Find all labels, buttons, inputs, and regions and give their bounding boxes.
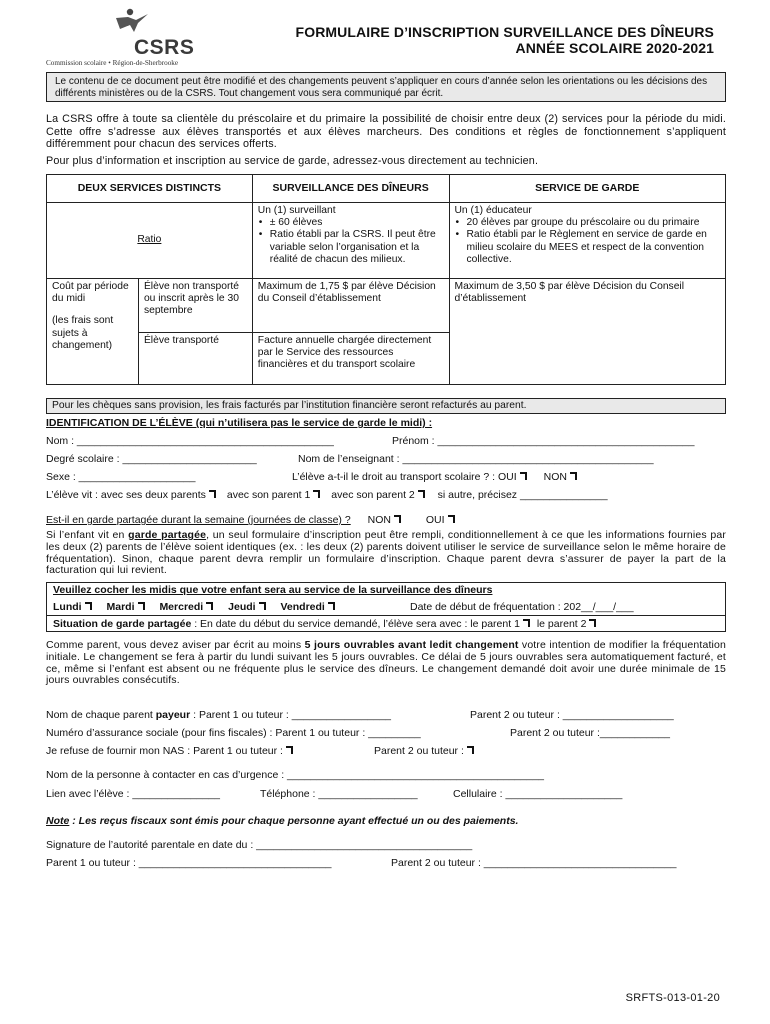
title-line-1: FORMULAIRE D’INSCRIPTION SURVEILLANCE DES DÎNEURS [295, 24, 714, 40]
lien-field[interactable]: Lien avec l’élève : _______________ [46, 788, 220, 800]
vit-label: L’élève vit : avec ses deux parents [46, 489, 206, 501]
situation-parent2: le parent 2 [536, 618, 587, 630]
day-vendredi: Vendredi [280, 601, 325, 613]
checkbox-parent2-icon[interactable] [418, 490, 426, 499]
form-title [296, 24, 714, 56]
refus-parent2-label: Parent 2 ou tuteur : [374, 745, 464, 757]
changement-rest: votre intention de modifier la fréquentation initiale. Le changement se fera à partir du lundi suivant les 5 jours ouvrables. Ce délai de 5 jours ouvrables sera automatiquement facturé, et ce, même si l’enfant est absent ou ne fréquente plus le service des dîneurs. Le changement demandé doit avoir une durée minimale de 15 jours ouvrables consécutifs. [46, 639, 726, 687]
midis-divider [47, 615, 725, 616]
gp-text-start: Si l’enfant vit en [46, 529, 125, 541]
vit-parent1-label: avec son parent 1 [226, 489, 311, 501]
vit-autre-field[interactable]: si autre, précisez _______________ [437, 489, 608, 501]
refus-row-2 [374, 745, 478, 758]
checkbox-oui-icon[interactable] [520, 472, 528, 481]
transport-non-label: NON [543, 471, 567, 483]
non-transporte-surveillance: Maximum de 1,75 $ par élève Décision du Conseil d’établissement [252, 279, 449, 333]
ratio-cell [47, 203, 253, 279]
checkbox-parent1-icon[interactable] [313, 490, 321, 499]
payeur-parent2-field[interactable]: Parent 2 ou tuteur : ___________________ [470, 709, 674, 721]
refus-parent1-label: Je refuse de fournir mon NAS : Parent 1 ou tuteur : [46, 745, 283, 757]
signature-field[interactable]: Signature de l’autorité parentale en date du : _____________________________________ [46, 839, 473, 851]
checkbox-gp-oui-icon[interactable] [448, 515, 456, 524]
urgence-nom-field[interactable]: Nom de la personne à contacter en cas d’urgence : ____________________________________________ [46, 769, 545, 781]
list-item: • Ratio établi par la CSRS. Il peut être variable selon l’organisation et la réalité de chacun des milieux. [258, 229, 444, 266]
checkbox-refus-parent1-icon[interactable] [286, 746, 294, 755]
notice-box: Le contenu de ce document peut être modifié et des changements peuvent s’appliquer en cours d’année selon les orientations ou les décisions des différents ministères ou de la CSRS. Tout changement vous sera communiqué par écrit. [46, 72, 726, 102]
cout-label: Coût par période du midi [52, 281, 129, 305]
signature-parent2-field[interactable]: Parent 2 ou tuteur : _________________________________ [391, 857, 677, 869]
changement-text [46, 640, 726, 687]
ratio-garde [449, 203, 726, 279]
logo-figure-icon [112, 8, 152, 34]
midis-heading: Veuillez cocher les midis que votre enfant sera au service de la surveillance des dîneurs [53, 584, 493, 596]
payeur-row [46, 709, 391, 722]
ratio-surveillance-title: Un (1) surveillant [257, 205, 336, 216]
gp-text-rest: , un seul formulaire d’inscription peut être rempli, conditionnellement à ce que les informations fournies par les deux (2) parents de l’élève soient identiques (ex. : les deux (2) parents doivent utiliser le service de surveillance selon le même horaire de fréquentation). Sinon, chaque parent devra remplir un formulaire d’inscription. Chaque parent devra s’assurer de payer la part de la facturation qui lui revient. [46, 529, 726, 577]
enseignant-field[interactable]: Nom de l’enseignant : ___________________________________________ [298, 453, 654, 465]
cellulaire-field[interactable]: Cellulaire : ____________________ [453, 788, 623, 800]
day-lundi: Lundi [53, 601, 82, 613]
checkbox-mardi-icon[interactable] [138, 602, 146, 611]
transporte-label: Élève transporté [138, 333, 252, 385]
ratio-label: Ratio [137, 234, 162, 246]
checkbox-sit-parent1-icon[interactable] [523, 619, 531, 628]
situation-row [53, 618, 600, 631]
garde-partagee-row [46, 514, 459, 527]
prenom-field[interactable]: Prénom : ____________________________________________ [392, 435, 695, 447]
garde-partagee-text [46, 530, 726, 577]
refus-row [46, 745, 297, 758]
nas-parent1-field[interactable]: Numéro d’assurance sociale (pour fins fiscales) : Parent 1 ou tuteur : _________ [46, 727, 421, 739]
list-item: • ± 60 élèves [258, 217, 444, 229]
ratio-surveillance [252, 203, 449, 279]
changement-start: Comme parent, vous devez aviser par écrit au moins [46, 639, 302, 651]
checkbox-vendredi-icon[interactable] [328, 602, 336, 611]
checkbox-refus-parent2-icon[interactable] [467, 746, 475, 755]
transport-label: L’élève a-t-il le droit au transport scolaire ? : OUI [292, 471, 517, 483]
payeur-bold: payeur [155, 709, 191, 721]
gp-oui-label: OUI [425, 514, 445, 526]
days-row [53, 601, 339, 614]
cout-cell [47, 279, 139, 385]
intro-paragraph: La CSRS offre à toute sa clientèle du préscolaire et du primaire la possibilité de choisir entre deux (2) services pour la période du midi. Cette offre s’adresse aux élèves transportés et aux élèves marcheurs. Des conditions et règles de fonctionnement s’appliquent différemment pour chacun des services offerts. [46, 113, 726, 150]
checkbox-gp-non-icon[interactable] [394, 515, 402, 524]
transporte-surveillance: Facture annuelle chargée directement par le Service des ressources financières et du transport scolaire [252, 333, 449, 385]
garde-partagee-question: Est-il en garde partagée durant la semaine (journées de classe) ? [46, 514, 351, 526]
header-surveillance: SURVEILLANCE DES DÎNEURS [252, 175, 449, 203]
day-mardi: Mardi [106, 601, 135, 613]
checkbox-non-icon[interactable] [570, 472, 578, 481]
list-item: • Ratio établi par le Règlement en service de garde en milieu scolaire du MEES et respect de la convention collective. [455, 229, 721, 266]
csrs-logo [46, 8, 196, 66]
services-table [46, 174, 726, 385]
vit-parent2-label: avec son parent 2 [331, 489, 415, 501]
cout-note: (les frais sont sujets à changement) [52, 315, 114, 351]
note-label: Note [46, 815, 70, 827]
header-service-garde: SERVICE DE GARDE [449, 175, 726, 203]
intro-info: Pour plus d’information et inscription au service de garde, adressez-vous directement au technicien. [46, 155, 539, 167]
checkbox-lundi-icon[interactable] [85, 602, 93, 611]
vit-row [46, 489, 608, 502]
nas-parent2-field[interactable]: Parent 2 ou tuteur :____________ [510, 727, 670, 739]
midis-box [46, 582, 726, 632]
checkbox-jeudi-icon[interactable] [259, 602, 267, 611]
ratio-garde-title: Un (1) éducateur [454, 205, 532, 216]
checkbox-deux-parents-icon[interactable] [209, 490, 217, 499]
payeur-parent1-field[interactable]: : Parent 1 ou tuteur : _________________ [193, 709, 392, 721]
list-item: • 20 élèves par groupe du préscolaire ou du primaire [455, 217, 721, 229]
nom-field[interactable]: Nom : ____________________________________________ [46, 435, 334, 447]
checkbox-mercredi-icon[interactable] [206, 602, 214, 611]
non-transporte-garde: Maximum de 3,50 $ par élève Décision du Conseil d’établissement [449, 279, 726, 385]
sexe-field[interactable]: Sexe : ____________________ [46, 471, 196, 483]
date-debut-field[interactable]: Date de début de fréquentation : 202__/___/___ [410, 601, 634, 613]
payeur-label: Nom de chaque parent [46, 709, 153, 721]
changement-bold: 5 jours ouvrables avant ledit changement [304, 639, 519, 651]
note-text: : Les reçus fiscaux sont émis pour chaque personne ayant effectué un ou des paiements. [72, 815, 519, 827]
form-code: SRFTS-013-01-20 [625, 992, 720, 1004]
situation-label: Situation de garde partagée [53, 618, 192, 630]
situation-text: : En date du début du service demandé, l’élève sera avec : le parent 1 [194, 618, 520, 630]
day-mercredi: Mercredi [159, 601, 204, 613]
ident-heading: IDENTIFICATION DE L’ÉLÈVE (qui n’utilisera pas le service de garde le midi) : [46, 417, 433, 429]
degre-field[interactable]: Degré scolaire : _______________________ [46, 453, 257, 465]
note-row [46, 815, 518, 828]
day-jeudi: Jeudi [228, 601, 256, 613]
signature-parent1-field[interactable]: Parent 1 ou tuteur : _________________________________ [46, 857, 332, 869]
logo-subtitle: Commission scolaire • Région-de-Sherbrooke [46, 59, 179, 67]
title-line-2: ANNÉE SCOLAIRE 2020-2021 [515, 40, 714, 56]
telephone-field[interactable]: Téléphone : _________________ [260, 788, 418, 800]
gp-non-label: NON [367, 514, 391, 526]
gp-text-bold: garde partagée [128, 529, 207, 541]
non-transporte-label: Élève non transporté ou inscrit après le 30 septembre [138, 279, 252, 333]
logo-acronym: CSRS [134, 36, 195, 59]
cheques-notice: Pour les chèques sans provision, les frais facturés par l’institution financière seront refacturés au parent. [46, 398, 726, 414]
header-two-services: DEUX SERVICES DISTINCTS [47, 175, 253, 203]
checkbox-sit-parent2-icon[interactable] [589, 619, 597, 628]
transport-question [292, 471, 581, 484]
